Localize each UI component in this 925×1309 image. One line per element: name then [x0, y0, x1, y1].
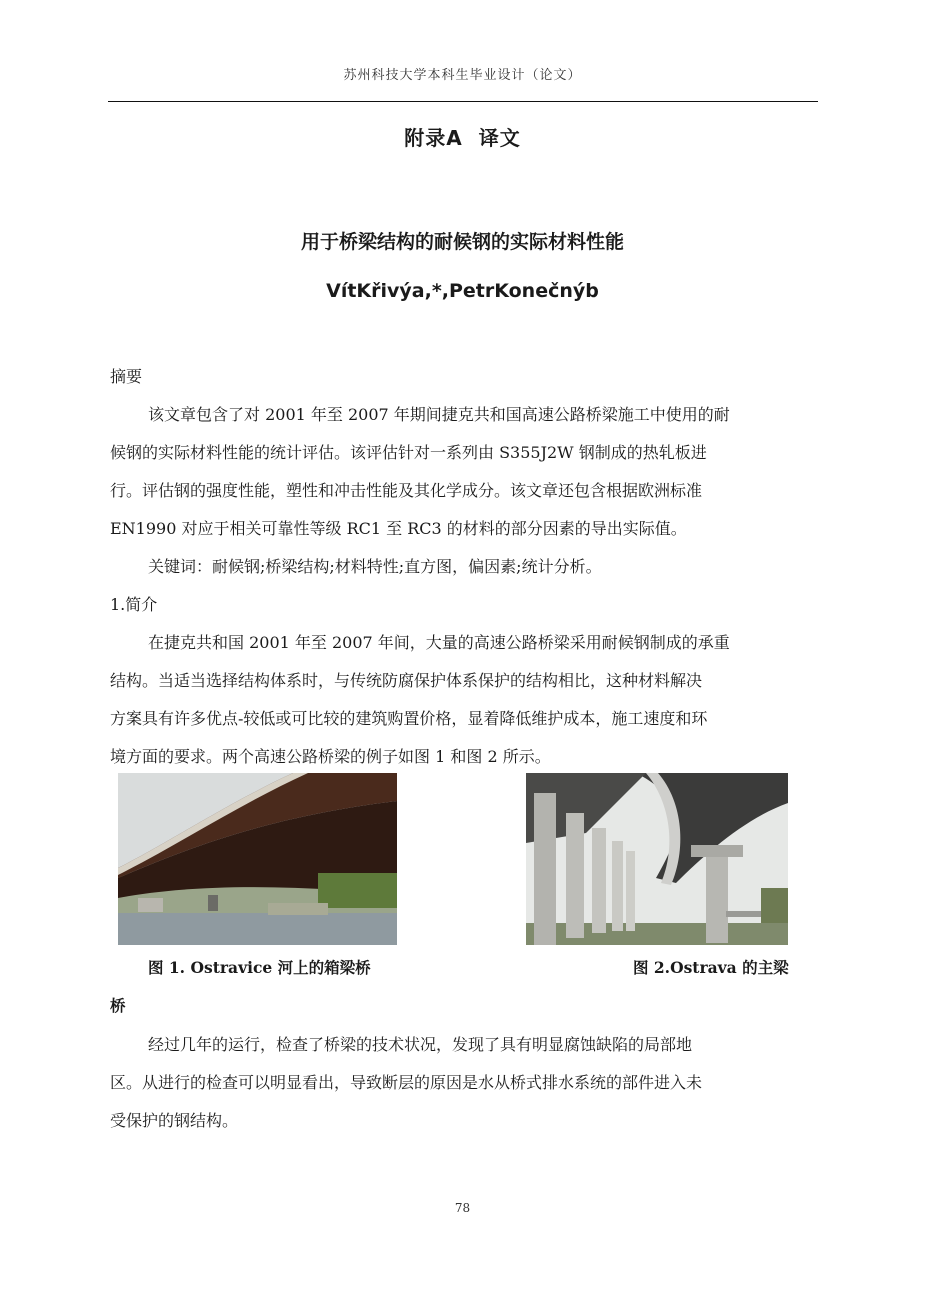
paragraph-line: 区。从进行的检查可以明显看出，导致断层的原因是水从桥式排水系统的部件进入未 [110, 1073, 703, 1092]
section-line: 在捷克共和国 2001 年至 2007 年间，大量的高速公路桥梁采用耐候钢制成的承重 [148, 633, 730, 652]
header-rule [108, 101, 818, 102]
section-line: 境方面的要求。两个高速公路桥梁的例子如图 1 和图 2 所示。 [110, 747, 551, 766]
abstract-line: 候钢的实际材料性能的统计评估。该评估针对一系列由 S355J2W 钢制成的热轧板进 [110, 443, 707, 462]
paragraph-line: 经过几年的运行，检查了桥梁的技术状况，发现了具有明显腐蚀缺陷的局部地 [148, 1035, 693, 1054]
appendix-title: 附录A 译文 [404, 126, 521, 150]
keywords: 关键词：耐候钢;桥梁结构;材料特性;直方图，偏因素;统计分析。 [148, 557, 602, 576]
abstract-line: 行。评估钢的强度性能，塑性和冲击性能及其化学成分。该文章还包含根据欧洲标准 [110, 481, 703, 500]
abstract-line: EN1990 对应于相关可靠性等级 RC1 至 RC3 的材料的部分因素的导出实际值。 [110, 519, 687, 538]
abstract-heading: 摘要 [110, 367, 143, 386]
figure-1-photo [118, 773, 397, 945]
figure-2-caption-wrap: 桥 [110, 996, 126, 1015]
section-line: 结构。当适当选择结构体系时，与传统防腐保护体系保护的结构相比，这种材料解决 [110, 671, 703, 690]
figure-1-caption: 图 1. Ostravice 河上的箱梁桥 [148, 958, 371, 977]
figure-2-caption: 图 2.Ostrava 的主梁 [633, 958, 789, 977]
section-line: 方案具有许多优点-较低或可比较的建筑购置价格，显着降低维护成本，施工速度和环 [110, 709, 708, 728]
running-header: 苏州科技大学本科生毕业设计（论文） [343, 68, 582, 83]
section-heading: 1.简介 [110, 595, 158, 614]
article-title: 用于桥梁结构的耐候钢的实际材料性能 [300, 231, 624, 253]
page-number: 78 [454, 1201, 471, 1215]
paragraph-line: 受保护的钢结构。 [110, 1111, 239, 1130]
article-authors: VítKřivýa,*,PetrKonečnýb [326, 280, 599, 302]
figure-2-photo [526, 773, 788, 945]
abstract-line: 该文章包含了对 2001 年至 2007 年期间捷克共和国高速公路桥梁施工中使用的耐 [148, 405, 730, 424]
